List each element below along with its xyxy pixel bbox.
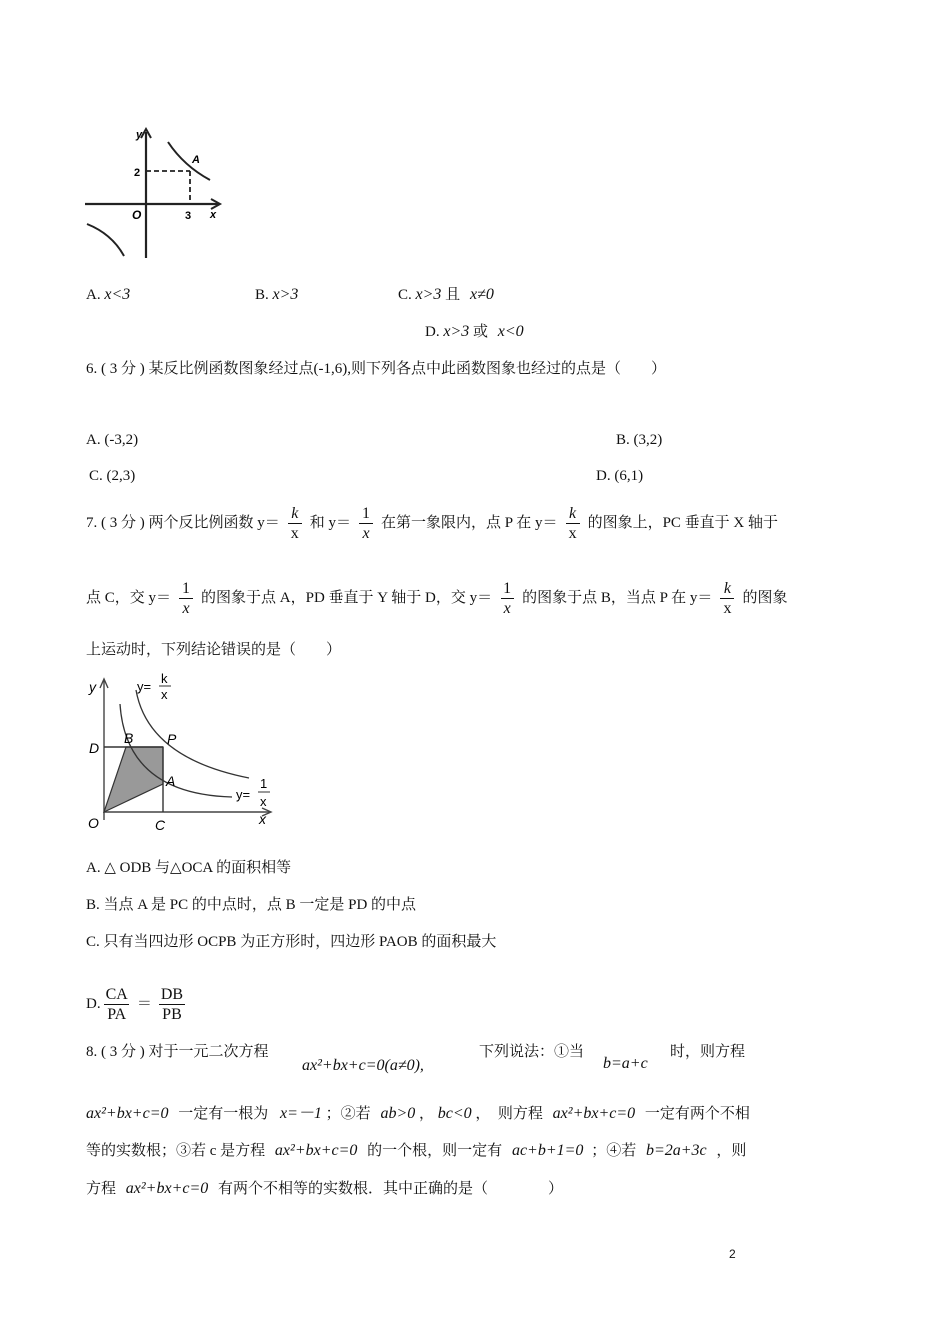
q7-text-5: 点 C，交 y＝ <box>86 590 172 606</box>
q8-text-10: ；④若 <box>591 1143 637 1159</box>
q5-option-d-or: 或 <box>473 324 489 340</box>
q7-text-4: 的图象上，PC 垂直于 X 轴于 <box>587 515 778 531</box>
fraction-k-over-x: $\frac{k}{x}$ <box>288 504 302 543</box>
fig1-a-label: A <box>192 154 200 166</box>
figure-hyperbola-q5 <box>84 126 226 260</box>
q8-text-12: 方程 <box>86 1181 117 1197</box>
q8-line3 <box>86 1141 746 1161</box>
q5-option-c[interactable] <box>398 285 494 305</box>
q7-text-2: 和 y＝ <box>309 515 352 531</box>
q5-option-d-math1: x>3 <box>443 323 470 340</box>
fig2-y1-label: y= <box>236 787 251 802</box>
q5-option-d-math2: x<0 <box>497 323 524 340</box>
q8-condition-1: b=a+c <box>603 1055 648 1072</box>
fraction-1-over-x: $\frac{1}{x}$ <box>179 579 193 618</box>
fig2-kx-label: x <box>161 687 168 702</box>
q5-option-d-label: D. <box>425 324 440 340</box>
q7-option-b[interactable]: B. 当点 A 是 PC 的中点时，点 B 一定是 PD 的中点 <box>86 897 417 913</box>
fig2-c-label: C <box>155 817 166 833</box>
fraction-1-over-x: $\frac{1}{x}$ <box>359 504 373 543</box>
fraction-1-over-x: $\frac{1}{x}$ <box>500 579 514 618</box>
q8-text-8: 等的实数根；③若 c 是方程 <box>86 1143 266 1159</box>
figure-hyperbolas-q7 <box>84 668 276 834</box>
fig1-x-label: x <box>210 209 217 221</box>
q5-option-a[interactable] <box>86 285 130 305</box>
q8-text-11: ，则 <box>716 1143 747 1159</box>
fig2-x-label: x <box>259 811 266 827</box>
q7-line3: 上运动时，下列结论错误的是（ ） <box>86 642 342 658</box>
q5-option-b[interactable] <box>255 285 298 305</box>
fig2-d-label: D <box>89 740 100 756</box>
q7-text-7: 的图象于点 B，当点 P 在 y＝ <box>522 590 713 606</box>
q7-option-c[interactable]: C. 只有当四边形 OCPB 为正方形时，四边形 PAOB 的面积最大 <box>86 934 497 950</box>
q5-option-b-math: x>3 <box>272 286 299 303</box>
fraction-db-over-pb: $\frac{DB}{PB}$ <box>160 985 184 1023</box>
q8-condition-bc: bc<0 <box>437 1105 472 1122</box>
q7-text-3: 在第一象限内，点 P 在 y＝ <box>381 515 558 531</box>
q8-text-7: 一定有两个不相 <box>644 1106 750 1122</box>
fig1-two-label: 2 <box>134 167 141 179</box>
page-number: 2 <box>729 1247 736 1261</box>
q5-option-a-math: x<3 <box>104 286 131 303</box>
q8-equation: ax²+bx+c=0 <box>125 1180 209 1197</box>
q7-text-1: 7. ( 3 分 ) 两个反比例函数 y＝ <box>86 515 280 531</box>
fraction-ca-over-pa: $\frac{CA}{PA}$ <box>105 985 128 1023</box>
q7-line1 <box>86 501 778 545</box>
fig2-yk-label: y= <box>137 679 152 694</box>
fig2-onex-label: x <box>260 794 267 809</box>
fig1-y-label: y <box>136 129 143 141</box>
q8-text-4: 一定有一根为 <box>178 1106 269 1122</box>
q8-condition-ab: ab>0 <box>380 1105 416 1122</box>
q7-option-a[interactable]: A. △ ODB 与△OCA 的面积相等 <box>86 860 292 876</box>
q6-option-a[interactable]: A. (-3,2) <box>86 432 139 448</box>
q8-main-equation: ax²+bx+c=0(a≠0), <box>302 1057 424 1074</box>
q5-option-c-math2: x≠0 <box>469 286 494 303</box>
fig2-a-label: A <box>166 773 176 789</box>
q6-option-d[interactable]: D. (6,1) <box>596 468 644 484</box>
q8-text-5: ；②若 <box>325 1106 371 1122</box>
q7-option-d-equals: ＝ <box>136 996 152 1012</box>
fraction-k-over-x: $\frac{k}{x}$ <box>566 504 580 543</box>
q8-line4 <box>86 1179 563 1199</box>
q7-text-6: 的图象于点 A，PD 垂直于 Y 轴于 D，交 y＝ <box>201 590 493 606</box>
fig1-three-label: 3 <box>185 210 192 222</box>
q7-line2 <box>86 576 787 620</box>
q5-option-c-label: C. <box>398 287 412 303</box>
fig2-y-label: y <box>89 679 96 695</box>
q5-option-c-and: 且 <box>445 287 461 303</box>
q6-stem: 6. ( 3 分 ) 某反比例函数图象经过点(-1,6),则下列各点中此函数图象也经过的点是（ ） <box>86 361 666 377</box>
fig2-b-label: B <box>124 730 134 746</box>
fraction-k-over-x: $\frac{k}{x}$ <box>720 579 734 618</box>
fig1-o-label: O <box>132 208 142 222</box>
q8-condition-b: b=2a+3c <box>645 1142 707 1159</box>
fig2-one-label: 1 <box>260 776 268 791</box>
q6-option-c[interactable]: C. (2,3) <box>89 468 136 484</box>
q8-line1 <box>86 1042 269 1062</box>
q8-text-2: 下列说法：①当 <box>479 1044 585 1060</box>
q8-comma: ， <box>418 1106 434 1122</box>
q5-option-b-label: B. <box>255 287 269 303</box>
q7-option-d[interactable] <box>86 982 192 1026</box>
q8-text-3: 时，则方程 <box>670 1044 746 1060</box>
q7-text-8: 的图象 <box>742 590 788 606</box>
q8-text-9: 的一个根，则一定有 <box>367 1143 503 1159</box>
q8-condition-ac: ac+b+1=0 <box>511 1142 584 1159</box>
fig2-p-label: P <box>167 731 177 747</box>
q8-text-6: ， 则方程 <box>475 1106 543 1122</box>
q7-option-d-label: D. <box>86 996 101 1012</box>
q8-line2 <box>86 1104 750 1124</box>
q8-equation: ax²+bx+c=0 <box>552 1105 636 1122</box>
fig2-o-label: O <box>88 815 99 831</box>
q8-text-1: 8. ( 3 分 ) 对于一元二次方程 <box>86 1044 269 1060</box>
q8-equation: ax²+bx+c=0 <box>86 1105 169 1122</box>
q8-equation: ax²+bx+c=0 <box>274 1142 358 1159</box>
q6-option-b[interactable]: B. (3,2) <box>616 432 663 448</box>
q5-option-d[interactable] <box>425 322 524 342</box>
q8-root: x=－1 <box>280 1105 322 1122</box>
q5-option-a-label: A. <box>86 287 101 303</box>
q5-option-c-math1: x>3 <box>415 286 442 303</box>
q8-text-13: 有两个不相等的实数根．其中正确的是（ ） <box>218 1181 564 1197</box>
fig2-k-label: k <box>161 671 168 686</box>
